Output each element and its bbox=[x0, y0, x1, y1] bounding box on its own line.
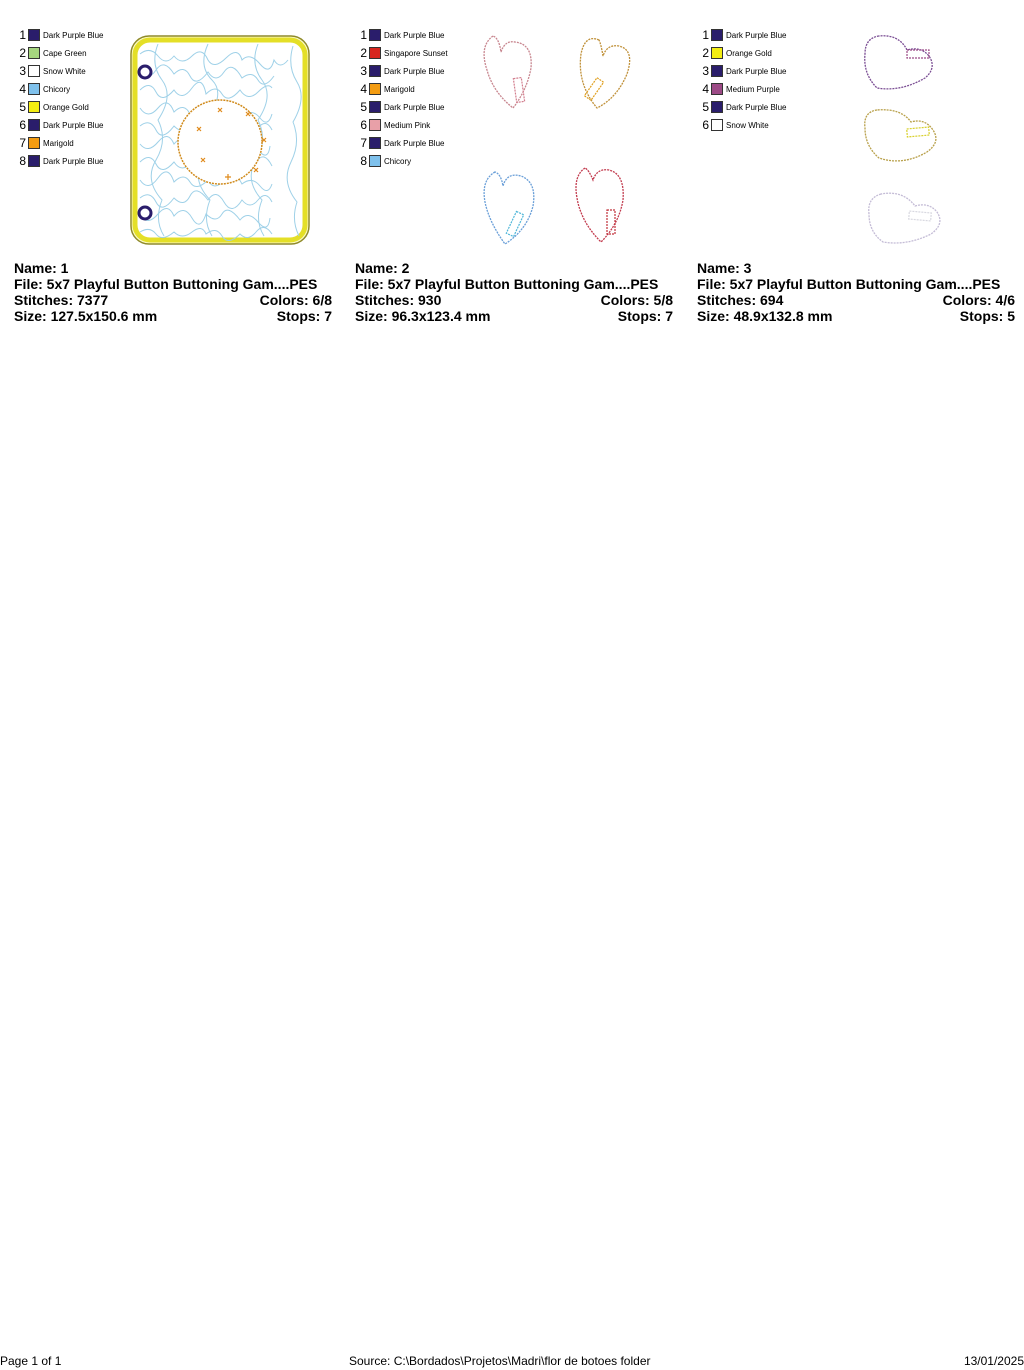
design-file: File: 5x7 Playful Button Buttoning Gam....PES bbox=[355, 276, 659, 292]
palette-entry bbox=[14, 116, 134, 134]
design-card-2 bbox=[355, 24, 685, 324]
design-card-1 bbox=[14, 24, 344, 324]
palette-number: 3 bbox=[702, 64, 709, 78]
design-size: Size: 48.9x132.8 mm bbox=[697, 308, 833, 324]
color-swatch bbox=[28, 101, 40, 113]
palette-entry bbox=[14, 98, 134, 116]
palette-number: 6 bbox=[702, 118, 709, 132]
color-name: Dark Purple Blue bbox=[384, 102, 445, 112]
design-preview bbox=[128, 24, 318, 252]
palette-number: 1 bbox=[360, 28, 367, 42]
palette-entry bbox=[355, 80, 475, 98]
color-swatch bbox=[28, 65, 40, 77]
design-stitches: Stitches: 7377 bbox=[14, 292, 109, 308]
palette-entry bbox=[355, 62, 475, 80]
palette-entry bbox=[355, 134, 475, 152]
color-name: Orange Gold bbox=[726, 48, 772, 58]
palette-number: 8 bbox=[360, 154, 367, 168]
palette-number: 5 bbox=[702, 100, 709, 114]
design-file: File: 5x7 Playful Button Buttoning Gam....PES bbox=[14, 276, 318, 292]
palette-entry bbox=[355, 44, 475, 62]
color-palette bbox=[355, 26, 475, 170]
color-swatch bbox=[369, 119, 381, 131]
design-preview bbox=[473, 24, 673, 252]
color-swatch bbox=[28, 155, 40, 167]
design-preview bbox=[857, 24, 957, 252]
palette-entry bbox=[697, 26, 817, 44]
design-colors: Colors: 4/6 bbox=[942, 292, 1015, 308]
color-swatch bbox=[28, 47, 40, 59]
quilted-panel-image bbox=[128, 24, 318, 252]
palette-number: 4 bbox=[19, 82, 26, 96]
color-swatch bbox=[711, 119, 723, 131]
palette-entry bbox=[14, 80, 134, 98]
design-size: Size: 127.5x150.6 mm bbox=[14, 308, 158, 324]
print-date: 13/01/2025 bbox=[963, 1354, 1024, 1368]
design-colors: Colors: 6/8 bbox=[259, 292, 332, 308]
color-swatch bbox=[369, 83, 381, 95]
palette-entry bbox=[355, 152, 475, 170]
color-swatch bbox=[711, 83, 723, 95]
design-colors: Colors: 5/8 bbox=[600, 292, 673, 308]
design-info bbox=[14, 260, 332, 324]
color-swatch bbox=[711, 101, 723, 113]
design-stitches: Stitches: 694 bbox=[697, 292, 784, 308]
palette-number: 6 bbox=[19, 118, 26, 132]
palette-number: 5 bbox=[360, 100, 367, 114]
color-name: Snow White bbox=[43, 66, 86, 76]
color-name: Chicory bbox=[384, 156, 412, 166]
design-size: Size: 96.3x123.4 mm bbox=[355, 308, 491, 324]
palette-number: 2 bbox=[360, 46, 367, 60]
color-palette bbox=[14, 26, 134, 170]
palette-number: 2 bbox=[19, 46, 26, 60]
color-swatch bbox=[369, 65, 381, 77]
color-name: Medium Pink bbox=[384, 120, 431, 130]
palette-entry bbox=[355, 116, 475, 134]
palette-entry bbox=[14, 134, 134, 152]
color-name: Snow White bbox=[726, 120, 769, 130]
design-card-3 bbox=[697, 24, 1024, 324]
palette-number: 1 bbox=[19, 28, 26, 42]
palette-entry bbox=[355, 98, 475, 116]
sideways-hearts-image bbox=[857, 24, 957, 252]
color-name: Singapore Sunset bbox=[384, 48, 448, 58]
palette-number: 5 bbox=[19, 100, 26, 114]
color-name: Dark Purple Blue bbox=[726, 102, 787, 112]
design-name: Name: 3 bbox=[697, 260, 752, 276]
palette-number: 8 bbox=[19, 154, 26, 168]
palette-entry bbox=[14, 44, 134, 62]
color-name: Dark Purple Blue bbox=[726, 66, 787, 76]
color-swatch bbox=[28, 137, 40, 149]
color-swatch bbox=[711, 29, 723, 41]
hearts-image bbox=[473, 24, 673, 252]
palette-entry bbox=[14, 26, 134, 44]
color-swatch bbox=[369, 47, 381, 59]
color-swatch bbox=[28, 119, 40, 131]
design-info bbox=[355, 260, 673, 324]
color-swatch bbox=[28, 29, 40, 41]
color-name: Orange Gold bbox=[43, 102, 89, 112]
color-swatch bbox=[369, 101, 381, 113]
color-name: Dark Purple Blue bbox=[43, 156, 104, 166]
design-file: File: 5x7 Playful Button Buttoning Gam....PES bbox=[697, 276, 1001, 292]
design-info bbox=[697, 260, 1015, 324]
color-swatch bbox=[369, 29, 381, 41]
color-name: Cape Green bbox=[43, 48, 87, 58]
palette-number: 2 bbox=[702, 46, 709, 60]
design-stops: Stops: 5 bbox=[959, 308, 1015, 324]
palette-entry bbox=[697, 98, 817, 116]
color-name: Dark Purple Blue bbox=[384, 30, 445, 40]
palette-number: 3 bbox=[360, 64, 367, 78]
palette-entry bbox=[14, 62, 134, 80]
color-swatch bbox=[369, 137, 381, 149]
color-name: Medium Purple bbox=[726, 84, 780, 94]
color-name: Marigold bbox=[384, 84, 415, 94]
palette-entry bbox=[697, 62, 817, 80]
palette-number: 4 bbox=[360, 82, 367, 96]
palette-number: 7 bbox=[360, 136, 367, 150]
color-name: Dark Purple Blue bbox=[726, 30, 787, 40]
color-name: Dark Purple Blue bbox=[43, 30, 104, 40]
palette-entry bbox=[697, 80, 817, 98]
page-footer bbox=[0, 1354, 1024, 1370]
color-name: Dark Purple Blue bbox=[43, 120, 104, 130]
color-name: Marigold bbox=[43, 138, 74, 148]
palette-number: 1 bbox=[702, 28, 709, 42]
design-name: Name: 2 bbox=[355, 260, 410, 276]
design-name: Name: 1 bbox=[14, 260, 69, 276]
palette-entry bbox=[697, 116, 817, 134]
palette-number: 3 bbox=[19, 64, 26, 78]
palette-entry bbox=[355, 26, 475, 44]
design-stitches: Stitches: 930 bbox=[355, 292, 442, 308]
color-swatch bbox=[369, 155, 381, 167]
color-name: Chicory bbox=[43, 84, 71, 94]
palette-number: 6 bbox=[360, 118, 367, 132]
color-name: Dark Purple Blue bbox=[384, 66, 445, 76]
source-path: Source: C:\Bordados\Projetos\Madri\flor de botoes folder bbox=[349, 1354, 651, 1368]
palette-entry bbox=[14, 152, 134, 170]
color-swatch bbox=[711, 47, 723, 59]
design-stops: Stops: 7 bbox=[276, 308, 332, 324]
color-swatch bbox=[711, 65, 723, 77]
palette-entry bbox=[697, 44, 817, 62]
palette-number: 7 bbox=[19, 136, 26, 150]
color-name: Dark Purple Blue bbox=[384, 138, 445, 148]
design-stops: Stops: 7 bbox=[617, 308, 673, 324]
palette-number: 4 bbox=[702, 82, 709, 96]
color-palette bbox=[697, 26, 817, 134]
page-number: Page 1 of 1 bbox=[0, 1354, 62, 1368]
color-swatch bbox=[28, 83, 40, 95]
